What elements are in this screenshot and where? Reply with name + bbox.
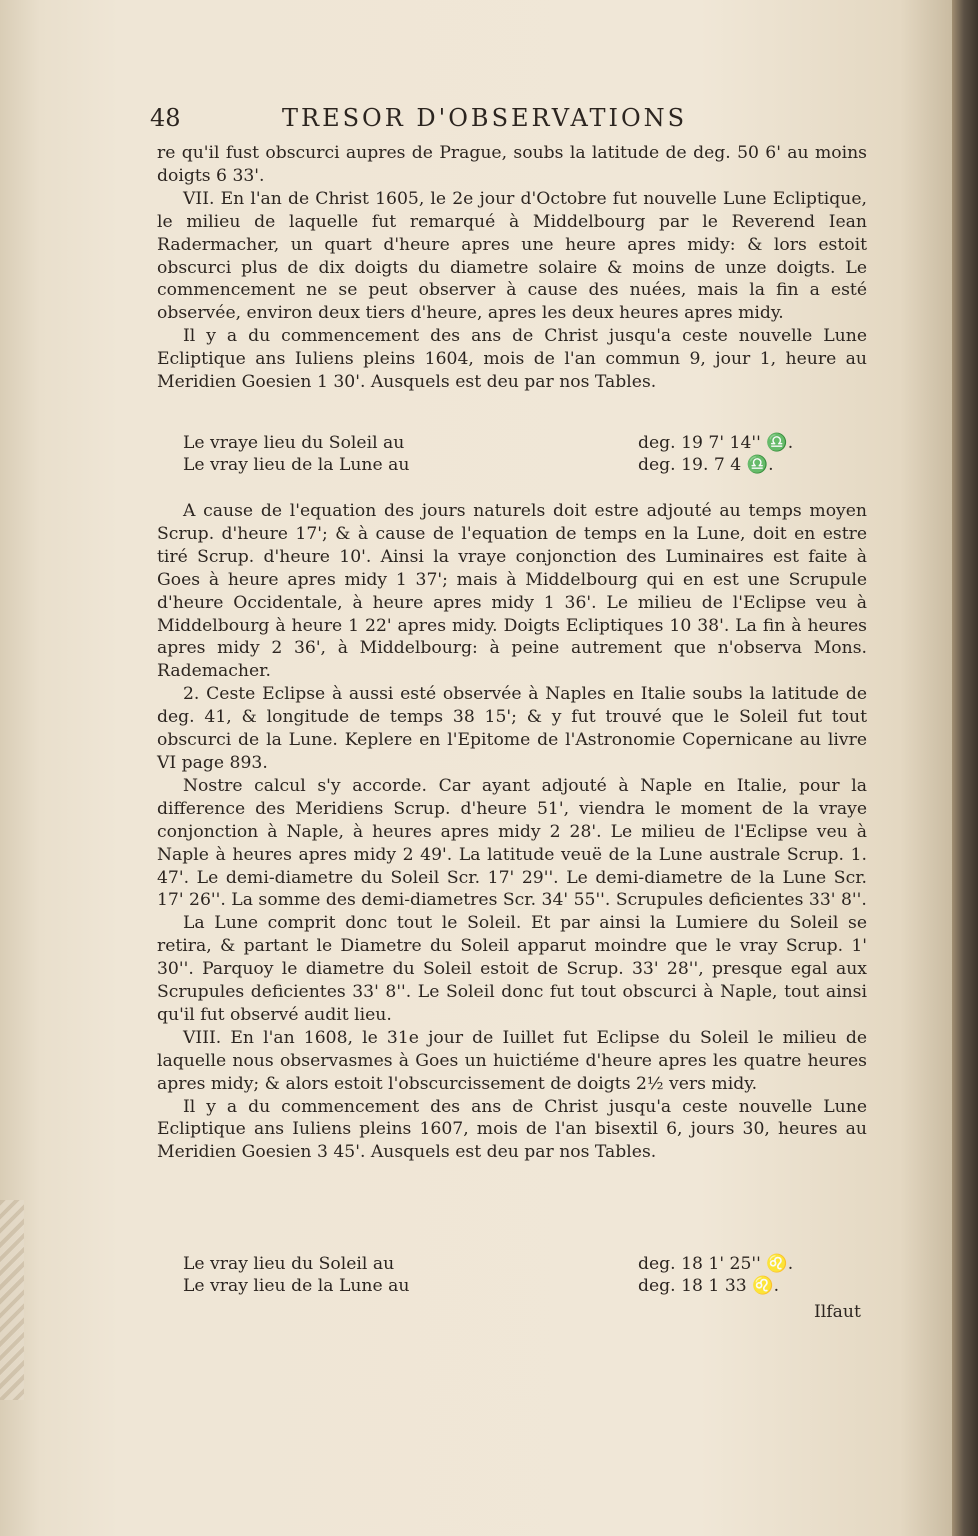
page-number: 48: [150, 104, 181, 132]
table-value: deg. 19. 7 4 ♎.: [638, 455, 774, 475]
paragraph: Il y a du commencement des ans de Christ jusqu'a ceste nouvelle Lune Ecliptique ans Iuliens pleins 1604, mois de l'an commun 9, jour 1, heure au Meridien Goesien 1 30'. Ausquels est deu par nos Tables.: [157, 326, 867, 393]
table-row: [183, 1253, 873, 1275]
table-value: deg. 18 1' 25'' ♌.: [638, 1254, 794, 1274]
table-row: [183, 1275, 873, 1297]
table-label: Le vraye lieu du Soleil au: [183, 433, 405, 453]
text-block-2: [157, 500, 867, 1164]
paragraph: La Lune comprit donc tout le Soleil. Et par ainsi la Lumiere du Soleil se retira, & partant le Diametre du Soleil apparut moindre que le vray Scrup. 1' 30''. Parquoy le diametre du Soleil estoit de Scrup. 33' 28'', presque egal aux Scrupules deficientes 33' 8''. Le Soleil donc fut tout obscurci à Naple, tout ainsi qu'il fut observé audit lieu.: [157, 913, 867, 1025]
running-head: TRESOR D'OBSERVATIONS: [282, 104, 688, 132]
paragraph: A cause de l'equation des jours naturels doit estre adjouté au temps moyen Scrup. d'heure 17'; & à cause de l'equation de temps en la Lune, doit en estre tiré Scrup. d'heure 10'. Ainsi la vraye conjonction des Luminaires est faite à Goes à heure apres midy 1 37'; mais à Middelbourg qui en est une Scrupule d'heure Occidentale, à heure apres midy 1 36'. Le milieu de l'Eclipse veu à Middelbourg à heure 1 22' apres midy. Doigts Ecliptiques 10 38'. La fin à heures apres midy 2 36', à Middelbourg: à peine autrement que n'observa Mons. Rademacher.: [157, 501, 867, 682]
book-edge: [952, 0, 978, 1536]
position-table-1: [183, 432, 873, 476]
paragraph: VIII. En l'an 1608, le 31e jour de Iuillet fut Eclipse du Soleil le milieu de laquelle nous observasmes à Goes un huictiéme d'heure apres les quatre heures apres midy; & alors estoit l'obscurcissement de doigts 2½ vers midy.: [157, 1027, 867, 1094]
table-label: Le vray lieu du Soleil au: [183, 1254, 395, 1274]
page-margin-shadow: [0, 1200, 24, 1400]
text-block-1: [157, 142, 867, 394]
table-row: [183, 454, 873, 476]
paragraph: re qu'il fust obscurci aupres de Prague, soubs la latitude de deg. 50 6' au moins doigts 6 33'.: [157, 143, 867, 186]
catchword: Ilfaut: [814, 1302, 861, 1322]
paragraph: Il y a du commencement des ans de Christ jusqu'a ceste nouvelle Lune Ecliptique ans Iuliens pleins 1607, mois de l'an bisextil 6, jours 30, heures au Meridien Goesien 3 45'. Ausquels est deu par nos Tables.: [157, 1096, 867, 1163]
paragraph: Nostre calcul s'y accorde. Car ayant adjouté à Naple en Italie, pour la difference des Meridiens Scrup. d'heure 51', viendra le moment de la vraye conjonction à Naple, à heures apres midy 2 28'. Le milieu de l'Eclipse veu à Naple à heures apres midy 2 49'. La latitude veuë de la Lune australe Scrup. 1. 47'. Le demi-diametre du Soleil Scr. 17' 29''. Le demi-diametre de la Lune Scr. 17' 26''. La somme des demi-diametres Scr. 34' 55''. Scrupules deficientes 33' 8''.: [157, 775, 867, 911]
table-value: deg. 18 1 33 ♌.: [638, 1276, 780, 1296]
table-row: [183, 432, 873, 454]
table-label: Le vray lieu de la Lune au: [183, 1276, 410, 1296]
table-label: Le vray lieu de la Lune au: [183, 455, 410, 475]
position-table-2: [183, 1253, 873, 1297]
paragraph: 2. Ceste Eclipse à aussi esté observée à Naples en Italie soubs la latitude de deg. 41, & longitude de temps 38 15'; & y fut trouvé que le Soleil fut tout obscurci de la Lune. Keplere en l'Epitome de l'Astronomie Copernicane au livre VI page 893.: [157, 684, 867, 773]
paragraph: VII. En l'an de Christ 1605, le 2e jour d'Octobre fut nouvelle Lune Ecliptique, le milieu de laquelle fut remarqué à Middelbourg par le Reverend Iean Radermacher, un quart d'heure apres une heure apres midy: & lors estoit obscurci plus de dix doigts du diametre solaire & moins de unze doigts. Le commencement ne se peut observer à cause des nuées, mais la fin a esté observée, environ deux tiers d'heure, apres les deux heures apres midy.: [157, 188, 867, 324]
table-value: deg. 19 7' 14'' ♎.: [638, 433, 794, 453]
page-header: [150, 104, 870, 140]
